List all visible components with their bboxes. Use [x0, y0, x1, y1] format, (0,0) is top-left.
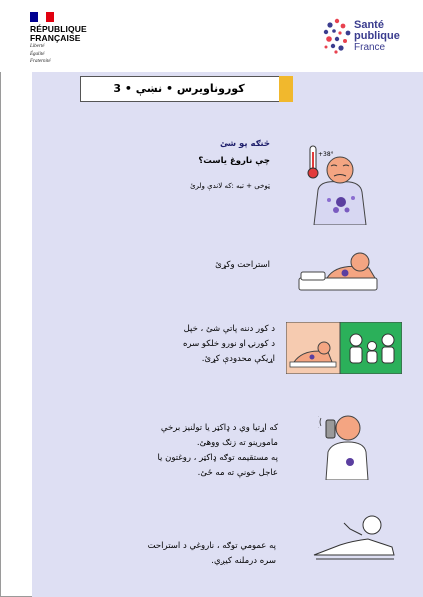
call-doctor-line3: په مستقیمه توګه ډاکټر ، روغتون یا — [157, 453, 278, 463]
french-flag-icon — [30, 12, 54, 22]
call-doctor-line2: مامورینو ته زنګ ووهئ. — [196, 438, 278, 448]
rest-line1: استراحت وکړئ — [215, 260, 270, 270]
recover-line2: سره درملنه کیږي. — [211, 556, 276, 566]
title-accent-bar — [279, 76, 293, 102]
recover-line1: په عمومي توګه ، ناروغي د استراحت — [147, 541, 276, 551]
spf-line2: publique — [354, 30, 400, 42]
sick-person-thermometer-icon — [300, 140, 375, 225]
lying-relaxed-person-icon — [310, 515, 400, 565]
call-doctor-line1: که اړتیا وي د ډاکټر یا تولنیز برخې — [160, 423, 278, 433]
republique-francaise-logo — [30, 12, 100, 65]
symptoms-heading-line2: چې ناروغ یاست؟ — [198, 156, 270, 166]
resting-person-icon — [297, 248, 382, 293]
temperature-label: +38° — [318, 151, 334, 158]
symptoms-heading-line1: څنګه پو شئ — [219, 139, 270, 149]
symptoms-subtext: ټوخی + تبه :که لاندې ولرئ — [190, 182, 270, 190]
header — [0, 0, 423, 72]
rf-title-line2: FRANÇAISE — [30, 32, 81, 43]
limit-contact-line1: د کور دننه پاتې شئ ، خپل — [183, 324, 275, 334]
spf-dots-icon — [322, 18, 352, 54]
rf-motto-3: Fraternité — [30, 59, 51, 64]
rf-title-line1: RÉPUBLIQUE — [30, 24, 87, 34]
isolated-room-family-icon — [286, 322, 402, 374]
call-doctor-line4: عاجل خونې ته مه ځئ. — [197, 468, 278, 478]
sante-publique-france-logo — [322, 14, 412, 62]
rf-motto-1: Liberté — [30, 44, 45, 49]
phone-call-icon — [318, 408, 374, 480]
limit-contact-line3: اړیکې محدودې کړئ. — [201, 354, 275, 364]
rf-motto-2: Égalité — [30, 51, 45, 57]
limit-contact-line2: د کورنۍ او نورو خلکو سره — [182, 339, 275, 349]
page-title: کوروناویرس • نښې • 3 — [113, 82, 245, 95]
spf-line3: France — [354, 42, 386, 53]
spf-line1: Santé — [354, 19, 384, 31]
